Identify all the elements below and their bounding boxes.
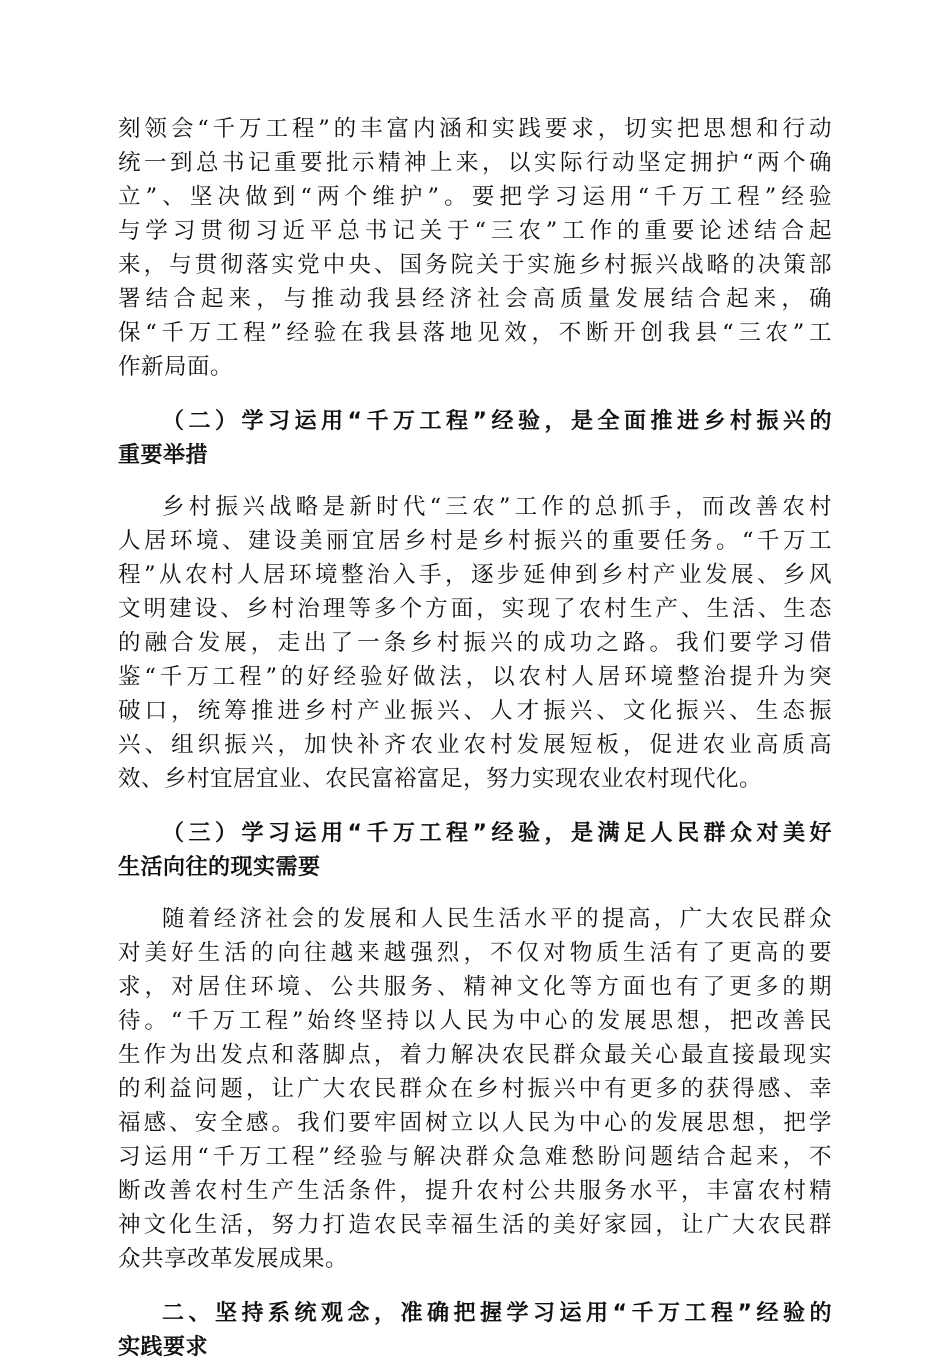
text-line: 习运用“千万工程”经验与解决群众急难愁盼问题结合起来，不 bbox=[118, 1144, 832, 1170]
text-line: 刻领会“千万工程”的丰富内涵和实践要求，切实把思想和行动 bbox=[118, 116, 832, 142]
text-line: 的利益问题，让广大农民群众在乡村振兴中有更多的获得感、幸 bbox=[118, 1076, 832, 1102]
text-line: 作新局面。 bbox=[118, 354, 234, 380]
section-heading-3 bbox=[118, 817, 832, 885]
text-line: 乡村振兴战略是新时代“三农”工作的总抓手，而改善农村 bbox=[162, 494, 832, 520]
text-line: 众共享改革发展成果。 bbox=[118, 1246, 349, 1272]
document-page bbox=[118, 112, 832, 1365]
text-line: 程”从农村人居环境整治入手，逐步延伸到乡村产业发展、乡风 bbox=[118, 562, 832, 588]
text-line: 统一到总书记重要批示精神上来，以实际行动坚定拥护“两个确 bbox=[118, 150, 832, 176]
text-line: 文明建设、乡村治理等多个方面，实现了农村生产、生活、生态 bbox=[118, 596, 832, 622]
text-line: 对美好生活的向往越来越强烈，不仅对物质生活有了更高的要 bbox=[118, 940, 832, 966]
text-line: 保“千万工程”经验在我县落地见效，不断开创我县“三农”工 bbox=[118, 320, 832, 346]
heading-line: （二）学习运用“千万工程”经验，是全面推进乡村振兴的 bbox=[162, 409, 832, 434]
heading-line: （三）学习运用“千万工程”经验，是满足人民群众对美好 bbox=[162, 821, 832, 846]
paragraph-people-needs bbox=[118, 902, 832, 1276]
text-line: 神文化生活，努力打造农民幸福生活的美好家园，让广大农民群 bbox=[118, 1212, 832, 1238]
heading-line: 重要举措 bbox=[118, 443, 209, 468]
section-heading-ii bbox=[118, 1297, 832, 1365]
text-line: 生作为出发点和落脚点，着力解决农民群众最关心最直接最现实 bbox=[118, 1042, 832, 1068]
heading-line: 二、坚持系统观念，准确把握学习运用“千万工程”经验的 bbox=[162, 1301, 832, 1326]
paragraph-rural-revitalization bbox=[118, 490, 832, 796]
text-line: 待。“千万工程”始终坚持以人民为中心的发展思想，把改善民 bbox=[118, 1008, 832, 1034]
text-line: 福感、安全感。我们要牢固树立以人民为中心的发展思想，把学 bbox=[118, 1110, 832, 1136]
text-line: 随着经济社会的发展和人民生活水平的提高，广大农民群众 bbox=[162, 906, 832, 932]
text-line: 兴、组织振兴，加快补齐农业农村发展短板，促进农业高质高 bbox=[118, 732, 832, 758]
text-line: 的融合发展，走出了一条乡村振兴的成功之路。我们要学习借 bbox=[118, 630, 832, 656]
text-line: 立”、坚决做到“两个维护”。要把学习运用“千万工程”经验 bbox=[118, 184, 832, 210]
heading-line: 生活向往的现实需要 bbox=[118, 855, 321, 880]
section-heading-2 bbox=[118, 405, 832, 473]
paragraph-intro-continuation bbox=[118, 112, 832, 384]
text-line: 效、乡村宜居宜业、农民富裕富足，努力实现农业农村现代化。 bbox=[118, 766, 763, 792]
text-line: 人居环境、建设美丽宜居乡村是乡村振兴的重要任务。“千万工 bbox=[118, 528, 832, 554]
text-line: 断改善农村生产生活条件，提升农村公共服务水平，丰富农村精 bbox=[118, 1178, 832, 1204]
text-line: 鉴“千万工程”的好经验好做法，以农村人居环境整治提升为突 bbox=[118, 664, 832, 690]
heading-line: 实践要求 bbox=[118, 1335, 209, 1360]
text-line: 与学习贯彻习近平总书记关于“三农”工作的重要论述结合起 bbox=[118, 218, 832, 244]
text-line: 破口，统筹推进乡村产业振兴、人才振兴、文化振兴、生态振 bbox=[118, 698, 832, 724]
text-line: 署结合起来，与推动我县经济社会高质量发展结合起来，确 bbox=[118, 286, 832, 312]
text-line: 求，对居住环境、公共服务、精神文化等方面也有了更多的期 bbox=[118, 974, 832, 1000]
text-line: 来，与贯彻落实党中央、国务院关于实施乡村振兴战略的决策部 bbox=[118, 252, 832, 278]
